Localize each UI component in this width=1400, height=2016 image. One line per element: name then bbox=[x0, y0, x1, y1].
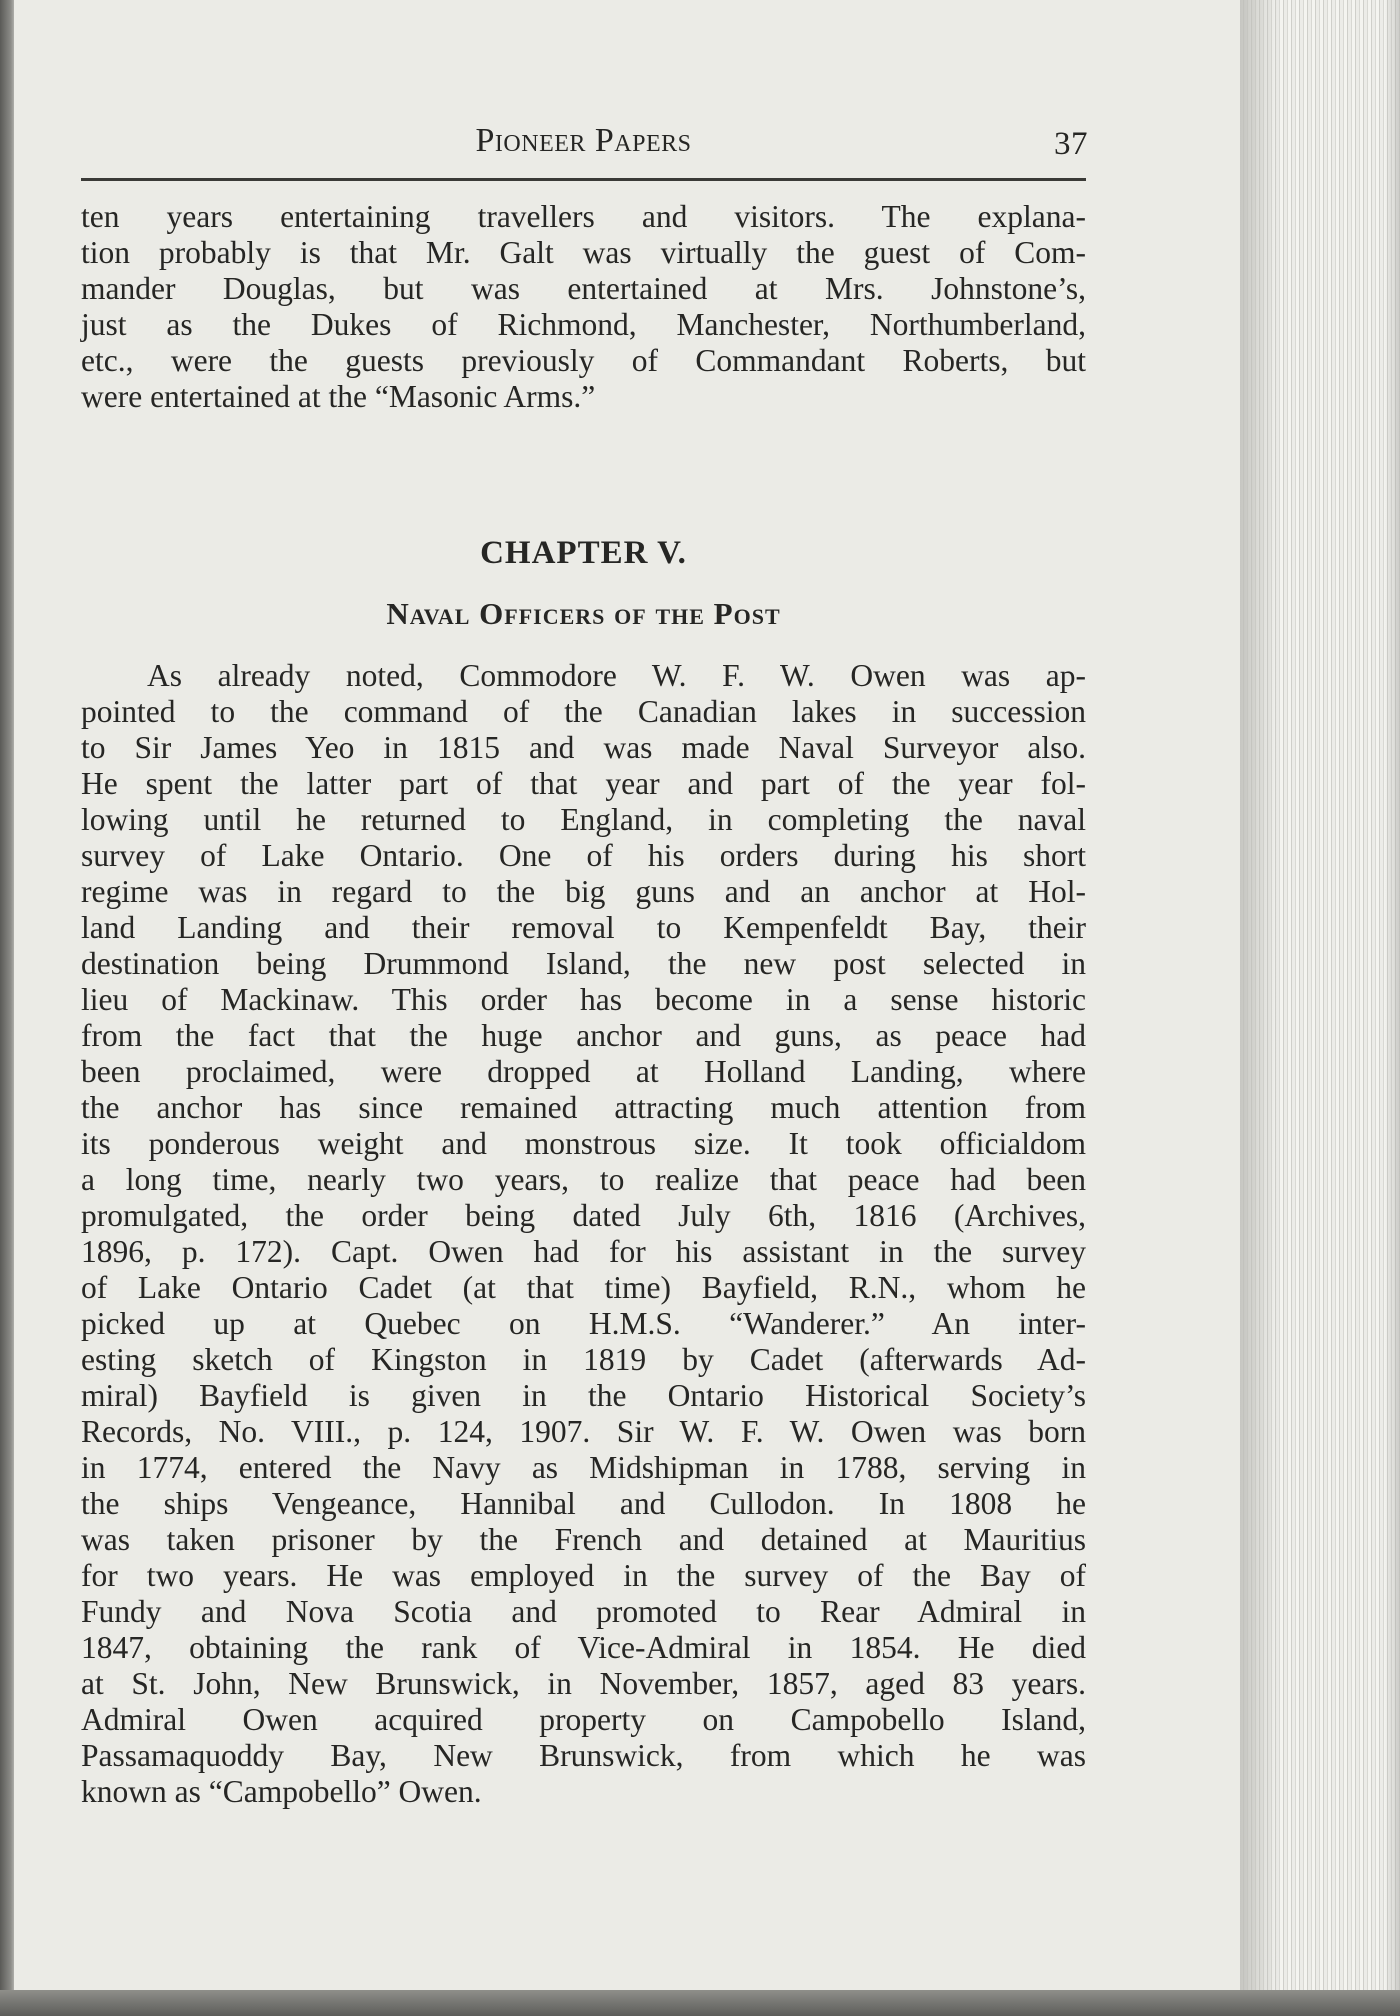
text-line: land Landing and their removal to Kempenfeldt Bay, their bbox=[81, 910, 1086, 945]
text-line: was taken prisoner by the French and detained at Mauritius bbox=[81, 1522, 1086, 1557]
text-line: from the fact that the huge anchor and guns, as peace had bbox=[81, 1018, 1086, 1053]
text-line: just as the Dukes of Richmond, Manchester, Northumberland, bbox=[81, 307, 1086, 342]
text-line: destination being Drummond Island, the new post selected in bbox=[81, 946, 1086, 981]
chapter-heading: CHAPTER V. bbox=[480, 535, 687, 571]
text-line: for two years. He was employed in the survey of the Bay of bbox=[81, 1558, 1086, 1593]
text-line: regime was in regard to the big guns and an anchor at Hol- bbox=[81, 874, 1086, 909]
text-line: Fundy and Nova Scotia and promoted to Rear Admiral in bbox=[81, 1594, 1086, 1629]
text-line: lieu of Mackinaw. This order has become in a sense historic bbox=[81, 982, 1086, 1017]
text-line: survey of Lake Ontario. One of his orders during his short bbox=[81, 838, 1086, 873]
bottom-shadow bbox=[0, 1990, 1400, 2016]
text-line: the anchor has since remained attracting much attention from bbox=[81, 1090, 1086, 1125]
running-head bbox=[81, 122, 1086, 168]
text-line: Admiral Owen acquired property on Campobello Island, bbox=[81, 1702, 1086, 1737]
text-line: He spent the latter part of that year and part of the year fol- bbox=[81, 766, 1086, 801]
text-line: of Lake Ontario Cadet (at that time) Bayfield, R.N., whom he bbox=[81, 1270, 1086, 1305]
text-line: mander Douglas, but was entertained at Mrs. Johnstone’s, bbox=[81, 271, 1086, 306]
text-line: ten years entertaining travellers and visitors. The explana- bbox=[81, 199, 1086, 234]
text-line: picked up at Quebec on H.M.S. “Wanderer.” An inter- bbox=[81, 1306, 1086, 1341]
chapter-subtitle: Naval Officers of the Post bbox=[386, 596, 781, 631]
page-text-block bbox=[81, 122, 1086, 1810]
text-line: 1847, obtaining the rank of Vice-Admiral in 1854. He died bbox=[81, 1630, 1086, 1665]
text-line: the ships Vengeance, Hannibal and Cullodon. In 1808 he bbox=[81, 1486, 1086, 1521]
text-line: been proclaimed, were dropped at Holland Landing, where bbox=[81, 1054, 1086, 1089]
opening-paragraph bbox=[81, 199, 1086, 415]
text-line: in 1774, entered the Navy as Midshipman in 1788, serving in bbox=[81, 1450, 1086, 1485]
header-rule bbox=[81, 178, 1086, 181]
text-line: promulgated, the order being dated July 6th, 1816 (Archives, bbox=[81, 1198, 1086, 1233]
text-line: As already noted, Commodore W. F. W. Owen was ap- bbox=[147, 658, 1086, 693]
page-number: 37 bbox=[1054, 126, 1088, 162]
text-line: at St. John, New Brunswick, in November, 1857, aged 83 years. bbox=[81, 1666, 1086, 1701]
text-line: tion probably is that Mr. Galt was virtually the guest of Com- bbox=[81, 235, 1086, 270]
text-line: 1896, p. 172). Capt. Owen had for his assistant in the survey bbox=[81, 1234, 1086, 1269]
text-line: its ponderous weight and monstrous size. It took officialdom bbox=[81, 1126, 1086, 1161]
body-paragraph bbox=[81, 658, 1086, 1810]
text-line: Passamaquoddy Bay, New Brunswick, from which he was bbox=[81, 1738, 1086, 1773]
text-line: to Sir James Yeo in 1815 and was made Naval Surveyor also. bbox=[81, 730, 1086, 765]
text-line: pointed to the command of the Canadian lakes in succession bbox=[81, 694, 1086, 729]
text-line: known as “Campobello” Owen. bbox=[81, 1774, 482, 1809]
text-line: esting sketch of Kingston in 1819 by Cadet (afterwards Ad- bbox=[81, 1342, 1086, 1377]
text-line: a long time, nearly two years, to realize that peace had been bbox=[81, 1162, 1086, 1197]
text-line: etc., were the guests previously of Commandant Roberts, but bbox=[81, 343, 1086, 378]
text-line: miral) Bayfield is given in the Ontario Historical Society’s bbox=[81, 1378, 1086, 1413]
text-line: Records, No. VIII., p. 124, 1907. Sir W. F. W. Owen was born bbox=[81, 1414, 1086, 1449]
text-line: lowing until he returned to England, in completing the naval bbox=[81, 802, 1086, 837]
page-edges-stack bbox=[1240, 0, 1400, 1990]
running-head-title: Pioneer Papers bbox=[475, 122, 692, 159]
text-line: were entertained at the “Masonic Arms.” bbox=[81, 379, 596, 414]
